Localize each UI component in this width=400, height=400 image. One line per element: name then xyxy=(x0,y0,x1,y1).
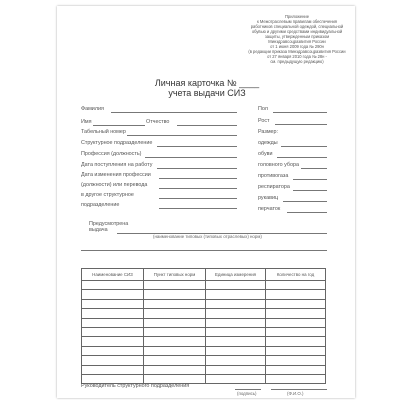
table-cell[interactable] xyxy=(206,327,266,336)
field-line-respirator[interactable] xyxy=(293,190,327,191)
field-line-name[interactable] xyxy=(93,125,145,126)
provided-norms-caption: (наименование типовых (типовых отраслевых) норм) xyxy=(153,234,262,239)
issue-table xyxy=(81,268,326,384)
field-line-gas-mask[interactable] xyxy=(293,179,327,180)
field-label-height: Рост xyxy=(258,118,270,124)
footer-signature-caption: (подпись) xyxy=(237,391,257,396)
field-line-profession[interactable] xyxy=(145,157,237,158)
table-cell[interactable] xyxy=(206,318,266,327)
field-label-gloves: перчаток xyxy=(258,206,281,212)
footer-name-line[interactable] xyxy=(271,389,327,390)
field-line-surname[interactable] xyxy=(111,112,237,113)
header-note-line: Приложение xyxy=(284,14,309,19)
table-cell[interactable] xyxy=(206,337,266,346)
table-row xyxy=(82,356,326,365)
header-note-line: работников специальной одеждой, специальной xyxy=(250,24,344,29)
header-note xyxy=(243,14,351,64)
table-cell[interactable] xyxy=(144,290,206,299)
field-label-surname: Фамилия xyxy=(81,106,104,112)
table-cell[interactable] xyxy=(144,365,206,374)
table-cell[interactable] xyxy=(266,337,326,346)
field-line-sex[interactable] xyxy=(273,112,327,113)
table-row xyxy=(82,299,326,308)
header-note-line: (в редакции приказа Минздравсоцразвития России xyxy=(248,49,346,54)
field-label-patronymic: Отчество xyxy=(146,119,170,125)
field-label-shoes: обуви xyxy=(258,151,273,157)
field-line-personnel-number[interactable] xyxy=(127,135,237,136)
field-line-patronymic[interactable] xyxy=(177,125,237,126)
table-cell[interactable] xyxy=(82,356,144,365)
table-cell[interactable] xyxy=(206,299,266,308)
col-header-ppe-name: Наименование СИЗ xyxy=(82,269,144,281)
header-note-line: защиты, утвержденным приказом xyxy=(264,34,330,39)
field-label-mittens: рукавиц xyxy=(258,195,279,201)
table-cell[interactable] xyxy=(266,290,326,299)
table-row xyxy=(82,309,326,318)
table-row xyxy=(82,281,326,290)
table-cell[interactable] xyxy=(266,327,326,336)
col-header-unit: Единица измерения xyxy=(206,269,266,281)
field-line-hire-date[interactable] xyxy=(157,168,237,169)
field-label-personnel-number: Табельный номер xyxy=(81,129,126,135)
table-cell[interactable] xyxy=(82,327,144,336)
header-note-line: к Межотраслевым правилам обеспечения xyxy=(256,19,338,24)
field-label-clothing: одежды xyxy=(258,140,278,146)
field-line-shoes[interactable] xyxy=(277,157,327,158)
document-title xyxy=(87,78,327,98)
table-cell[interactable] xyxy=(266,365,326,374)
field-line-mittens[interactable] xyxy=(283,201,327,202)
table-cell[interactable] xyxy=(82,365,144,374)
table-cell[interactable] xyxy=(206,374,266,383)
provided-label-line-2: выдача xyxy=(89,227,108,233)
table-cell[interactable] xyxy=(266,281,326,290)
table-cell[interactable] xyxy=(144,318,206,327)
field-label-subdivision: подразделение xyxy=(81,202,120,208)
table-cell[interactable] xyxy=(266,374,326,383)
header-note-line: Минздравсоцразвития России xyxy=(268,39,326,44)
field-label-other-department: в другое структурное xyxy=(81,192,134,198)
field-label-name: Имя xyxy=(81,119,92,125)
header-note-line: от 27 января 2010 года № 28н - xyxy=(267,54,327,59)
field-line-gloves[interactable] xyxy=(287,212,327,213)
table-cell[interactable] xyxy=(82,346,144,355)
table-cell[interactable] xyxy=(144,299,206,308)
table-header-row xyxy=(82,269,326,281)
field-label-size: Размер: xyxy=(258,129,279,135)
field-label-sex: Пол xyxy=(258,106,268,112)
field-line-transfer[interactable] xyxy=(159,188,237,189)
table-cell[interactable] xyxy=(266,346,326,355)
table-row xyxy=(82,318,326,327)
table-cell[interactable] xyxy=(144,327,206,336)
field-label-change-date: Дата изменения профессии xyxy=(81,172,151,178)
table-cell[interactable] xyxy=(206,365,266,374)
table-cell[interactable] xyxy=(266,356,326,365)
table-cell[interactable] xyxy=(82,299,144,308)
field-line-clothing[interactable] xyxy=(281,146,327,147)
table-cell[interactable] xyxy=(82,309,144,318)
col-header-norm-item: Пункт типовых норм xyxy=(144,269,206,281)
field-line-change-date[interactable] xyxy=(159,178,237,179)
field-label-headwear: головного убора xyxy=(258,162,299,168)
table-cell[interactable] xyxy=(144,356,206,365)
table-cell[interactable] xyxy=(266,309,326,318)
field-line-department[interactable] xyxy=(157,146,237,147)
table-cell[interactable] xyxy=(206,281,266,290)
table-cell[interactable] xyxy=(82,281,144,290)
table-cell[interactable] xyxy=(144,346,206,355)
table-row xyxy=(82,290,326,299)
field-label-hire-date: Дата поступления на работу xyxy=(81,162,153,168)
table-row xyxy=(82,327,326,336)
provided-extra-line[interactable] xyxy=(81,250,327,251)
table-cell[interactable] xyxy=(82,318,144,327)
table-cell[interactable] xyxy=(144,309,206,318)
table-cell[interactable] xyxy=(144,337,206,346)
header-note-line: обувью и другими средствами индивидуальной xyxy=(251,29,343,34)
field-label-transfer: (должности) или перевода xyxy=(81,182,148,188)
field-line-other-department[interactable] xyxy=(159,198,237,199)
field-label-profession: Профессия (должность) xyxy=(81,151,142,157)
field-line-height[interactable] xyxy=(275,124,327,125)
footer-manager-label: Руководитель структурного подразделения xyxy=(81,383,190,389)
table-cell[interactable] xyxy=(82,290,144,299)
footer-signature-line[interactable] xyxy=(235,389,261,390)
provided-label-line-1: Предусмотрена xyxy=(89,221,129,227)
table-cell[interactable] xyxy=(206,290,266,299)
header-note-line: от 1 июня 2009 года № 290н xyxy=(270,44,324,49)
field-line-headwear[interactable] xyxy=(301,168,327,169)
table-cell[interactable] xyxy=(206,346,266,355)
field-label-department: Структурное подразделение xyxy=(81,140,153,146)
header-note-line: см. предыдущую редакцию) xyxy=(270,59,324,64)
table-row xyxy=(82,346,326,355)
document-page xyxy=(57,6,355,398)
title-line-2: учета выдачи СИЗ xyxy=(168,88,246,98)
table-cell[interactable] xyxy=(144,281,206,290)
table-cell[interactable] xyxy=(266,318,326,327)
field-line-subdivision[interactable] xyxy=(159,208,237,209)
table-row xyxy=(82,365,326,374)
table-cell[interactable] xyxy=(266,299,326,308)
footer-name-caption: (Ф.И.О.) xyxy=(287,391,304,396)
field-label-respirator: респиратора xyxy=(258,184,290,190)
col-header-quantity-per-year: Количество на год xyxy=(266,269,326,281)
table-cell[interactable] xyxy=(206,356,266,365)
table-cell[interactable] xyxy=(82,337,144,346)
table-row xyxy=(82,337,326,346)
title-line-1: Личная карточка № ____ xyxy=(154,78,260,88)
field-label-gas-mask: противогаза xyxy=(258,173,289,179)
table-cell[interactable] xyxy=(206,309,266,318)
